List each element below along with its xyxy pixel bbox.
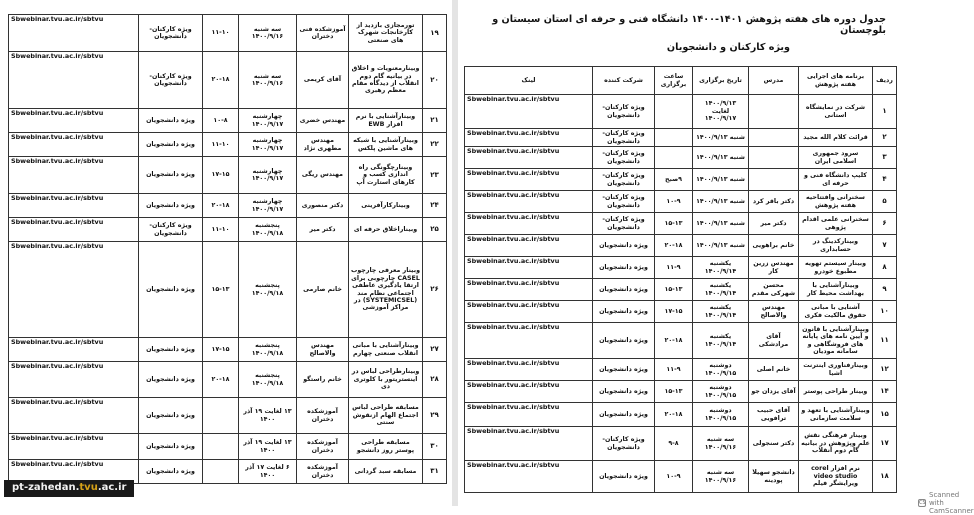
cell-time: ۲۰-۱۸ bbox=[655, 235, 693, 257]
cell-teacher: خانم راستگو bbox=[297, 362, 349, 398]
cell-audience: ویژه دانشجویان bbox=[593, 257, 655, 279]
cell-time: ۱۱-۹ bbox=[655, 257, 693, 279]
cell-time bbox=[655, 129, 693, 147]
cell-program: قرائت کلام الله مجید bbox=[799, 129, 873, 147]
cell-time: ۱۵-۱۳ bbox=[655, 381, 693, 403]
cell-time: ۱۱-۱۰ bbox=[203, 133, 239, 157]
cell-num: ۱۸ bbox=[873, 461, 897, 493]
cell-time: ۱۷-۱۵ bbox=[203, 157, 239, 194]
cell-link[interactable]: Sbwebinar.tvu.ac.ir/sbtvu bbox=[465, 147, 593, 169]
camscanner-icon: CS bbox=[919, 500, 926, 506]
cell-link[interactable]: Sbwebinar.tvu.ac.ir/sbtvu bbox=[9, 218, 139, 242]
cell-num: ۱۹ bbox=[423, 15, 447, 52]
cell-num: ۲۵ bbox=[423, 218, 447, 242]
cell-time: ۲۰-۱۸ bbox=[655, 403, 693, 427]
cell-teacher: مهندس زرین کار bbox=[749, 257, 799, 279]
cell-num: ۳۰ bbox=[423, 434, 447, 460]
table-row bbox=[9, 157, 447, 194]
cell-audience: ویژه کارکنان- دانشجویان bbox=[139, 218, 203, 242]
cell-audience: ویژه دانشجویان bbox=[593, 235, 655, 257]
cell-time: ۱۵-۱۳ bbox=[655, 279, 693, 301]
table-row bbox=[465, 169, 897, 191]
cell-teacher bbox=[749, 169, 799, 191]
cell-audience: ویژه دانشجویان bbox=[593, 403, 655, 427]
cell-program: آشنایی با مبانی حقوق مالکیت فکری bbox=[799, 301, 873, 323]
cell-audience: ویژه دانشجویان bbox=[139, 242, 203, 338]
cell-num: ۲۹ bbox=[423, 398, 447, 434]
cell-time: ۲۰-۱۸ bbox=[203, 194, 239, 218]
table-row bbox=[465, 95, 897, 129]
table-row bbox=[9, 242, 447, 338]
cell-link[interactable]: Sbwebinar.tvu.ac.ir/sbtvu bbox=[465, 427, 593, 461]
cell-teacher: محسن شهرکی مقدم bbox=[749, 279, 799, 301]
cell-teacher: خانم صارمی bbox=[297, 242, 349, 338]
cell-time: ۲۰-۱۸ bbox=[203, 52, 239, 109]
cell-date: شنبه ۱۴۰۰/۹/۱۳ bbox=[693, 129, 749, 147]
cell-audience: ویژه کارکنان- دانشجویان bbox=[139, 15, 203, 52]
cell-audience: ویژه دانشجویان bbox=[139, 362, 203, 398]
cell-teacher: آموزشکده دختران bbox=[297, 398, 349, 434]
cell-program: سخنرانی وافتتاحیه هفته پژوهش bbox=[799, 191, 873, 213]
cell-date: شنبه ۱۴۰۰/۹/۱۳ bbox=[693, 191, 749, 213]
cell-date: شنبه ۱۴۰۰/۹/۱۳ bbox=[693, 213, 749, 235]
cell-teacher: مهندس والاصالح bbox=[749, 301, 799, 323]
cell-time: ۱۰-۹ bbox=[655, 191, 693, 213]
cell-audience: ویژه کارکنان- دانشجویان bbox=[593, 129, 655, 147]
cell-num: ۲۶ bbox=[423, 242, 447, 338]
table-row bbox=[9, 338, 447, 362]
cell-link[interactable]: Sbwebinar.tvu.ac.ir/sbtvu bbox=[9, 434, 139, 460]
cell-program: وبینارآشنایی با شبکه های ماشین پلکس bbox=[349, 133, 423, 157]
cell-time bbox=[203, 460, 239, 484]
header-time: ساعت برگزاری bbox=[655, 67, 693, 95]
cell-audience: ویژه کارکنان- دانشجویان bbox=[593, 147, 655, 169]
cell-audience: ویژه دانشجویان bbox=[139, 460, 203, 484]
left-schedule-table bbox=[8, 14, 447, 484]
cell-audience: ویژه دانشجویان bbox=[593, 381, 655, 403]
cell-num: ۱۰ bbox=[873, 301, 897, 323]
cell-teacher: مهندس خضری bbox=[297, 109, 349, 133]
cell-program: وبینارطراحی لباس در اینستریتور با کلوتری دی bbox=[349, 362, 423, 398]
cell-link[interactable]: Sbwebinar.tvu.ac.ir/sbtvu bbox=[465, 191, 593, 213]
cell-time bbox=[655, 147, 693, 169]
table-row bbox=[465, 279, 897, 301]
cell-date: یکشنبه ۱۴۰۰/۹/۱۴ bbox=[693, 323, 749, 359]
cell-link[interactable]: Sbwebinar.tvu.ac.ir/sbtvu bbox=[465, 257, 593, 279]
cell-num: ۹ bbox=[873, 279, 897, 301]
cell-num: ۲۱ bbox=[423, 109, 447, 133]
table-row bbox=[465, 213, 897, 235]
table-row bbox=[9, 434, 447, 460]
cell-date: سه شنبه ۱۴۰۰/۹/۱۶ bbox=[239, 15, 297, 52]
cell-date: سه شنبه ۱۴۰۰/۹/۱۶ bbox=[693, 427, 749, 461]
cell-teacher: دکتر میر bbox=[749, 213, 799, 235]
cell-program: وبینارکدینگ در حسابداری bbox=[799, 235, 873, 257]
left-page bbox=[0, 0, 452, 506]
right-page bbox=[458, 0, 974, 515]
table-row bbox=[465, 147, 897, 169]
cell-teacher: آقای حبیب ترافویی bbox=[749, 403, 799, 427]
cell-program: وبینارآشنایی با مبانی انقلاب صنعتی چهارم bbox=[349, 338, 423, 362]
cell-teacher: خانم براهویی bbox=[749, 235, 799, 257]
cell-program: وبینارمعنویات و اخلاق در بیانیه گام دوم انقلاب از دیدگاه مقام معظم رهبری bbox=[349, 52, 423, 109]
cell-teacher: آموزشکده فنی دختران bbox=[297, 15, 349, 52]
cell-time: ۱۰-۸ bbox=[203, 109, 239, 133]
cell-date: یکشنبه ۱۴۰۰/۹/۱۴ bbox=[693, 257, 749, 279]
cell-link[interactable]: Sbwebinar.tvu.ac.ir/sbtvu bbox=[9, 398, 139, 434]
cell-num: ۶ bbox=[873, 213, 897, 235]
cell-program: وبینار فرهنگی نقش علم وپژوهش در بیانیه گام دوم انقلاب bbox=[799, 427, 873, 461]
cell-date: دوشنبه ۱۴۰۰/۹/۱۵ bbox=[693, 381, 749, 403]
cell-audience: ویژه کارکنان- دانشجویان bbox=[593, 427, 655, 461]
table-row bbox=[465, 359, 897, 381]
cell-audience: ویژه کارکنان- دانشجویان bbox=[593, 213, 655, 235]
cell-num: ۱۲ bbox=[873, 359, 897, 381]
table-row bbox=[9, 109, 447, 133]
table-row bbox=[9, 218, 447, 242]
cell-link[interactable]: Sbwebinar.tvu.ac.ir/sbtvu bbox=[9, 133, 139, 157]
cell-date: پنجشنبه ۱۴۰۰/۹/۱۸ bbox=[239, 242, 297, 338]
cell-link[interactable]: Sbwebinar.tvu.ac.ir/sbtvu bbox=[465, 213, 593, 235]
cell-time: ۱۵-۱۳ bbox=[203, 242, 239, 338]
cell-time: ۲۰-۱۸ bbox=[203, 362, 239, 398]
cell-link[interactable]: Sbwebinar.tvu.ac.ir/sbtvu bbox=[9, 362, 139, 398]
cell-time: ۱۷-۱۵ bbox=[203, 338, 239, 362]
cell-teacher bbox=[749, 147, 799, 169]
cell-program: وبینارآشنایی با نرم افزار EWB bbox=[349, 109, 423, 133]
cell-time: ۲۰-۱۸ bbox=[655, 323, 693, 359]
cell-link[interactable]: Sbwebinar.tvu.ac.ir/sbtvu bbox=[465, 301, 593, 323]
cell-link[interactable]: Sbwebinar.tvu.ac.ir/sbtvu bbox=[465, 461, 593, 493]
cell-audience: ویژه کارکنان- دانشجویان bbox=[139, 52, 203, 109]
cell-link[interactable]: Sbwebinar.tvu.ac.ir/sbtvu bbox=[9, 194, 139, 218]
cell-num: ۵ bbox=[873, 191, 897, 213]
cell-teacher: آقای یزدان جو bbox=[749, 381, 799, 403]
cell-teacher: خانم اصلی bbox=[749, 359, 799, 381]
cell-time bbox=[203, 434, 239, 460]
cell-link[interactable]: Sbwebinar.tvu.ac.ir/sbtvu bbox=[465, 403, 593, 427]
cell-program: کلیپ دانشگاه فنی و حرفه ای bbox=[799, 169, 873, 191]
cell-date: ۱۴۰۰/۹/۱۳ لغایت ۱۴۰۰/۹/۱۷ bbox=[693, 95, 749, 129]
header-teacher: مدرس bbox=[749, 67, 799, 95]
cell-teacher: مهندس مطهری نژاد bbox=[297, 133, 349, 157]
cell-teacher: مهندس ریگی bbox=[297, 157, 349, 194]
cell-date: دوشنبه ۱۴۰۰/۹/۱۵ bbox=[693, 359, 749, 381]
cell-link[interactable]: Sbwebinar.tvu.ac.ir/sbtvu bbox=[9, 460, 139, 484]
cell-audience: ویژه کارکنان- دانشجویان bbox=[593, 169, 655, 191]
cell-num: ۱۵ bbox=[873, 403, 897, 427]
cell-time: ۱۱-۱۰ bbox=[203, 218, 239, 242]
table-row bbox=[9, 133, 447, 157]
scanner-text: Scanned with CamScanner bbox=[929, 491, 974, 515]
cell-date: یکشنبه ۱۴۰۰/۹/۱۴ bbox=[693, 279, 749, 301]
cell-num: ۲ bbox=[873, 129, 897, 147]
cell-program: نرم افزار corel video studio ویرایشگر فیلم bbox=[799, 461, 873, 493]
document-subtitle: ویژه کارکنان و دانشجویان bbox=[666, 42, 790, 53]
cell-num: ۲۲ bbox=[423, 133, 447, 157]
cell-program: وبینارکارآفرینی bbox=[349, 194, 423, 218]
cell-audience: ویژه دانشجویان bbox=[593, 301, 655, 323]
table-row bbox=[465, 257, 897, 279]
cell-date: ۶ لغایت ۱۷ آذر ۱۴۰۰ bbox=[239, 460, 297, 484]
site-watermark: pt-zahedan.tvu.ac.ir bbox=[4, 480, 134, 497]
cell-link[interactable]: Sbwebinar.tvu.ac.ir/sbtvu bbox=[465, 235, 593, 257]
cell-date: ۱۳ لغایت ۱۹ آذر ۱۴۰۰ bbox=[239, 398, 297, 434]
table-row bbox=[465, 301, 897, 323]
cell-program: سخنرانی علمی اقدام پژوهی bbox=[799, 213, 873, 235]
cell-time: ۱۷-۱۵ bbox=[655, 301, 693, 323]
cell-program: وبینارچگونگی راه اندازی کسب و کارهای استارت آپ bbox=[349, 157, 423, 194]
cell-time: ۱۱-۱۰ bbox=[203, 15, 239, 52]
cell-link[interactable]: Sbwebinar.tvu.ac.ir/sbtvu bbox=[465, 95, 593, 129]
table-row bbox=[465, 461, 897, 493]
cell-teacher: دکتر سنجولی bbox=[749, 427, 799, 461]
cell-teacher: دکتر میر bbox=[297, 218, 349, 242]
cell-num: ۸ bbox=[873, 257, 897, 279]
cell-date: سه شنبه ۱۴۰۰/۹/۱۶ bbox=[693, 461, 749, 493]
cell-teacher: آقای مرادشکی bbox=[749, 323, 799, 359]
header-num: ردیف bbox=[873, 67, 897, 95]
cell-program: وبینارآشنایی با بهداشت محیط کار bbox=[799, 279, 873, 301]
cell-program: وبینار معرفی چارچوب CASEL چارچوبی برای ارتقا یادگیری عاطفی اجتماعی نظام مند (SYSTEMICSEL) در مراکز آموزشی bbox=[349, 242, 423, 338]
cell-date: شنبه ۱۴۰۰/۹/۱۳ bbox=[693, 169, 749, 191]
table-row bbox=[465, 191, 897, 213]
header-link: لینک bbox=[465, 67, 593, 95]
cell-teacher: آموزشکده دختران bbox=[297, 434, 349, 460]
cell-audience: ویژه دانشجویان bbox=[139, 338, 203, 362]
cell-teacher: دکتر باقر کرد bbox=[749, 191, 799, 213]
cell-teacher: مهندس والاصالح bbox=[297, 338, 349, 362]
cell-num: ۱۴ bbox=[873, 381, 897, 403]
cell-time bbox=[655, 95, 693, 129]
cell-link[interactable]: Sbwebinar.tvu.ac.ir/sbtvu bbox=[465, 381, 593, 403]
cell-program: وبینار سیستم تهویه مطبوع خودرو bbox=[799, 257, 873, 279]
cell-date: چهارشنبه ۱۴۰۰/۹/۱۷ bbox=[239, 157, 297, 194]
cell-num: ۱۷ bbox=[873, 427, 897, 461]
cell-audience: ویژه دانشجویان bbox=[139, 194, 203, 218]
cell-link[interactable]: Sbwebinar.tvu.ac.ir/sbtvu bbox=[9, 109, 139, 133]
table-row bbox=[465, 323, 897, 359]
cell-audience: ویژه کارکنان- دانشجویان bbox=[593, 95, 655, 129]
table-row bbox=[9, 194, 447, 218]
cell-audience: ویژه دانشجویان bbox=[593, 359, 655, 381]
cell-time: ۹صبح bbox=[655, 169, 693, 191]
cell-program: وبینارآشنایی با تعهد و سلامت سازمانی bbox=[799, 403, 873, 427]
cell-program: وبینارآشنایی با قانون و آیین نامه های پایانه های فروشگاهی و سامانه مودیان bbox=[799, 323, 873, 359]
cell-date: شنبه ۱۴۰۰/۹/۱۳ bbox=[693, 147, 749, 169]
cell-program: تورمجازی بازدید از کارخانجات شهرک های صنعتی bbox=[349, 15, 423, 52]
cell-link[interactable]: Sbwebinar.tvu.ac.ir/sbtvu bbox=[9, 157, 139, 194]
cell-date: سه شنبه ۱۴۰۰/۹/۱۶ bbox=[239, 52, 297, 109]
cell-link[interactable]: Sbwebinar.tvu.ac.ir/sbtvu bbox=[9, 242, 139, 338]
cell-date: ۱۳ لغایت ۱۹ آذر ۱۴۰۰ bbox=[239, 434, 297, 460]
cell-teacher: دکتر منصوری bbox=[297, 194, 349, 218]
table-row bbox=[9, 15, 447, 52]
cell-num: ۲۰ bbox=[423, 52, 447, 109]
cell-num: ۷ bbox=[873, 235, 897, 257]
cell-date: پنجشنبه ۱۴۰۰/۹/۱۸ bbox=[239, 338, 297, 362]
cell-link[interactable]: Sbwebinar.tvu.ac.ir/sbtvu bbox=[465, 169, 593, 191]
cell-num: ۳ bbox=[873, 147, 897, 169]
cell-audience: ویژه دانشجویان bbox=[139, 133, 203, 157]
cell-audience: ویژه دانشجویان bbox=[139, 398, 203, 434]
cell-link[interactable]: Sbwebinar.tvu.ac.ir/sbtvu bbox=[465, 279, 593, 301]
cell-num: ۱ bbox=[873, 95, 897, 129]
cell-num: ۴ bbox=[873, 169, 897, 191]
table-row bbox=[9, 398, 447, 434]
cell-num: ۱۱ bbox=[873, 323, 897, 359]
table-row bbox=[465, 427, 897, 461]
cell-program: وبینارفناوری اینترنت اشیا bbox=[799, 359, 873, 381]
cell-teacher bbox=[749, 129, 799, 147]
cell-link[interactable]: Sbwebinar.tvu.ac.ir/sbtvu bbox=[9, 52, 139, 109]
cell-time: ۹-۸ bbox=[655, 427, 693, 461]
cell-audience: ویژه دانشجویان bbox=[139, 157, 203, 194]
table-row bbox=[9, 362, 447, 398]
cell-time: ۱۰-۹ bbox=[655, 461, 693, 493]
cell-program: مسابقه طراحی لباس اجتماع الهام ازنقوش سنتی bbox=[349, 398, 423, 434]
cell-audience: ویژه دانشجویان bbox=[593, 323, 655, 359]
cell-program: مسابقه سبد گردانی bbox=[349, 460, 423, 484]
cell-program: مسابقه طراحی پوستر روز دانشجو bbox=[349, 434, 423, 460]
cell-program: وبیناراخلاق حرفه ای bbox=[349, 218, 423, 242]
right-schedule-table bbox=[464, 66, 897, 493]
cell-num: ۲۴ bbox=[423, 194, 447, 218]
table-header-row bbox=[465, 67, 897, 95]
cell-link[interactable]: Sbwebinar.tvu.ac.ir/sbtvu bbox=[465, 359, 593, 381]
cell-audience: ویژه کارکنان- دانشجویان bbox=[593, 191, 655, 213]
cell-audience: ویژه دانشجویان bbox=[139, 109, 203, 133]
cell-program: شرکت در نمایشگاه استانی bbox=[799, 95, 873, 129]
cell-teacher bbox=[749, 95, 799, 129]
cell-program: وبینار طراحی پوستر bbox=[799, 381, 873, 403]
cell-teacher: آموزشکده دختران bbox=[297, 460, 349, 484]
cell-date: پنجشنبه ۱۴۰۰/۹/۱۸ bbox=[239, 218, 297, 242]
cell-link[interactable]: Sbwebinar.tvu.ac.ir/sbtvu bbox=[465, 323, 593, 359]
cell-date: چهارشنبه ۱۴۰۰/۹/۱۷ bbox=[239, 133, 297, 157]
cell-date: دوشنبه ۱۴۰۰/۹/۱۵ bbox=[693, 403, 749, 427]
cell-program: سرود جمهوری اسلامی ایران bbox=[799, 147, 873, 169]
scanner-footer bbox=[918, 491, 974, 515]
table-row bbox=[465, 235, 897, 257]
cell-time bbox=[203, 398, 239, 434]
cell-date: شنبه ۱۴۰۰/۹/۱۳ bbox=[693, 235, 749, 257]
document-title: جدول دوره های هفته پژوهش ۱۴۰۱-۱۴۰۰ دانشگاه فنی و حرفه ای استان سیستان و بلوچستان bbox=[492, 14, 886, 36]
header-program: برنامه های اجرایی هفته پژوهش bbox=[799, 67, 873, 95]
cell-audience: ویژه دانشجویان bbox=[139, 434, 203, 460]
table-row bbox=[9, 52, 447, 109]
table-row bbox=[465, 403, 897, 427]
cell-time: ۱۵-۱۳ bbox=[655, 213, 693, 235]
cell-time: ۱۱-۹ bbox=[655, 359, 693, 381]
cell-audience: ویژه دانشجویان bbox=[593, 461, 655, 493]
cell-num: ۳۱ bbox=[423, 460, 447, 484]
header-audience: شرکت کننده bbox=[593, 67, 655, 95]
cell-date: یکشنبه ۱۴۰۰/۹/۱۴ bbox=[693, 301, 749, 323]
cell-link[interactable]: Sbwebinar.tvu.ac.ir/sbtvu bbox=[9, 338, 139, 362]
cell-num: ۲۸ bbox=[423, 362, 447, 398]
cell-teacher: دانشجو سهیلا پودینه bbox=[749, 461, 799, 493]
cell-date: چهارشنبه ۱۴۰۰/۹/۱۷ bbox=[239, 194, 297, 218]
cell-date: پنجشنبه ۱۴۰۰/۹/۱۸ bbox=[239, 362, 297, 398]
cell-link[interactable]: Sbwebinar.tvu.ac.ir/sbtvu bbox=[9, 15, 139, 52]
cell-num: ۲۳ bbox=[423, 157, 447, 194]
table-row bbox=[465, 129, 897, 147]
cell-audience: ویژه دانشجویان bbox=[593, 279, 655, 301]
cell-num: ۲۷ bbox=[423, 338, 447, 362]
cell-teacher: آقای کریمی bbox=[297, 52, 349, 109]
cell-date: چهارشنبه ۱۴۰۰/۹/۱۷ bbox=[239, 109, 297, 133]
header-date: تاریخ برگزاری bbox=[693, 67, 749, 95]
table-row bbox=[465, 381, 897, 403]
cell-link[interactable]: Sbwebinar.tvu.ac.ir/sbtvu bbox=[465, 129, 593, 147]
